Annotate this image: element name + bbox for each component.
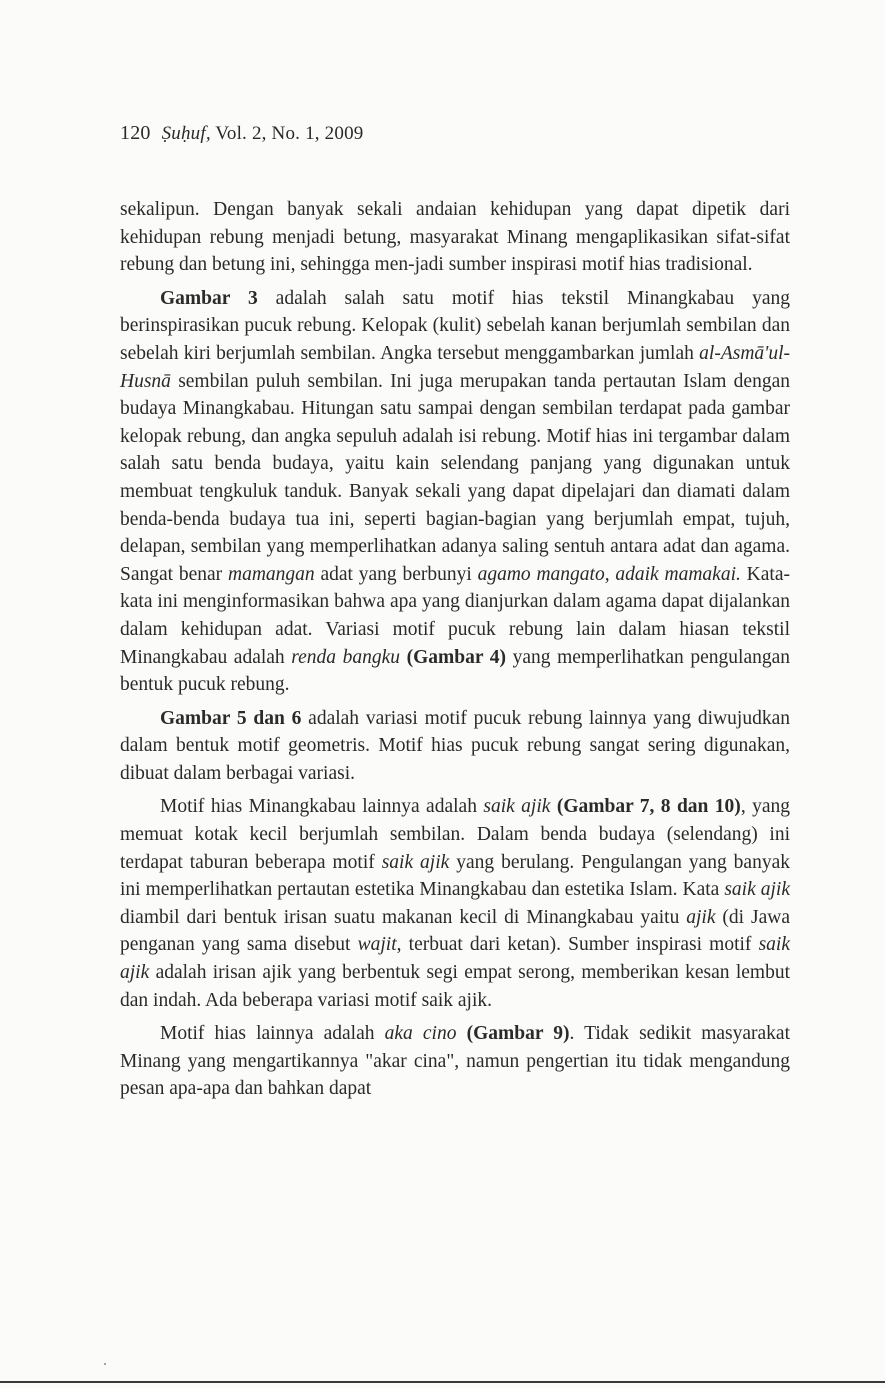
- italic-term: al-Asmā'ul-Husnā: [120, 342, 790, 392]
- page-bottom-edge: [0, 1381, 885, 1383]
- text-run: , yang memuat kotak kecil berjumlah sembilan. Dalam benda budaya (selendang) ini terdapat taburan beberapa motif: [120, 796, 790, 873]
- page-number: 120: [120, 122, 151, 144]
- paragraph-1: [120, 196, 790, 279]
- italic-term: saik ajik: [120, 934, 790, 984]
- text-run: adat yang berbunyi: [314, 563, 478, 585]
- text-run: adalah variasi motif pucuk rebung lainnya yang diwujudkan dalam bentuk motif geometris. Motif hias pucuk rebung sangat sering digunakan, dibuat dalam berbagai variasi.: [120, 707, 790, 784]
- figure-ref-3: Gambar 3: [160, 287, 258, 309]
- italic-term: saik ajik: [483, 796, 551, 818]
- journal-name: Ṣuḥuf,: [161, 123, 211, 144]
- paragraph-2: [120, 285, 790, 699]
- text-run: (di Jawa penganan yang sama disebut: [120, 906, 790, 956]
- paragraph-3: [120, 705, 790, 788]
- italic-term: agamo mangato, adaik mamakai.: [477, 563, 741, 585]
- figure-ref-9: (Gambar 9): [456, 1023, 570, 1045]
- text-run: Kata-kata ini menginformasikan bahwa apa yang dianjurkan dalam agama dapat dijalankan dalam kehidupan adat. Variasi motif pucuk rebung lain dalam hiasan tekstil Minangkabau adalah: [120, 563, 790, 668]
- text-run: yang berulang. Pengulangan yang banyak ini memperlihatkan pertautan estetika Minangkabau dan estetika Islam. Kata: [120, 851, 790, 901]
- italic-term: aka cino: [384, 1023, 457, 1045]
- paragraph-5: [120, 1020, 790, 1103]
- text-run: Motif hias lainnya adalah: [160, 1023, 385, 1045]
- paragraph-1-text: sekalipun. Dengan banyak sekali andaian kehidupan yang dapat dipetik dari kehidupan rebung menjadi betung, masyarakat Minang mengaplikasikan sifat-sifat rebung dan betung ini, sehingga men-jadi sumber inspirasi motif hias tradisional.: [120, 199, 790, 276]
- scan-speck: [104, 1363, 106, 1365]
- text-run: adalah salah satu motif hias tekstil Minangkabau yang berinspirasikan pucuk rebung. Kelopak (kulit) sebelah kanan berjumlah sembilan dan sebelah kiri berjumlah sembilan. Angka tersebut menggambarkan jumlah: [120, 287, 791, 364]
- text-run: diambil dari bentuk irisan suatu makanan kecil di Minangkabau yaitu: [120, 906, 687, 928]
- figure-ref-5-6: Gambar 5 dan 6: [160, 707, 302, 729]
- text-run: , terbuat dari ketan). Sumber inspirasi motif: [396, 934, 759, 956]
- italic-term: ajik: [686, 906, 716, 928]
- figure-ref-4: (Gambar 4): [400, 646, 507, 668]
- italic-term: mamangan: [227, 563, 315, 585]
- italic-term: wajit: [357, 934, 397, 956]
- italic-term: saik ajik: [724, 879, 790, 901]
- journal-volume: Vol. 2, No. 1, 2009: [215, 123, 364, 144]
- italic-term: saik ajik: [381, 851, 450, 873]
- article-body: [120, 196, 790, 1109]
- running-header: [120, 122, 363, 145]
- text-run: adalah irisan ajik yang berbentuk segi empat serong, memberikan kesan lembut dan indah. Ada beberapa variasi motif saik ajik.: [120, 962, 790, 1011]
- figure-ref-7-8-10: (Gambar 7, 8 dan 10): [550, 796, 741, 818]
- italic-term: renda bangku: [291, 646, 401, 668]
- paragraph-4: [120, 793, 790, 1014]
- text-run: Motif hias Minangkabau lainnya adalah: [160, 796, 484, 818]
- text-run: sembilan puluh sembilan. Ini juga merupakan tanda pertautan Islam dengan budaya Minangkabau. Hitungan satu sampai dengan sembilan terdapat pada gambar kelopak rebung, dan angka sepuluh adalah isi rebung. Motif hias ini tergambar dalam salah satu benda budaya, yaitu kain selendang panjang yang digunakan untuk membuat tengkuluk tanduk. Banyak sekali yang dapat dipelajari dan diamati dalam benda-benda budaya tua ini, seperti bagian-bagian yang berjumlah empat, tujuh, delapan, sembilan yang memperlihatkan adanya saling sentuh antara adat dan agama. Sangat benar: [120, 370, 790, 585]
- text-run: yang memperlihatkan pengulangan bentuk pucuk rebung.: [120, 646, 791, 696]
- text-run: . Tidak sedikit masyarakat Minang yang mengartikannya "akar cina", namun pengertian itu tidak mengandung pesan apa-apa dan bahkan dapat: [120, 1023, 790, 1100]
